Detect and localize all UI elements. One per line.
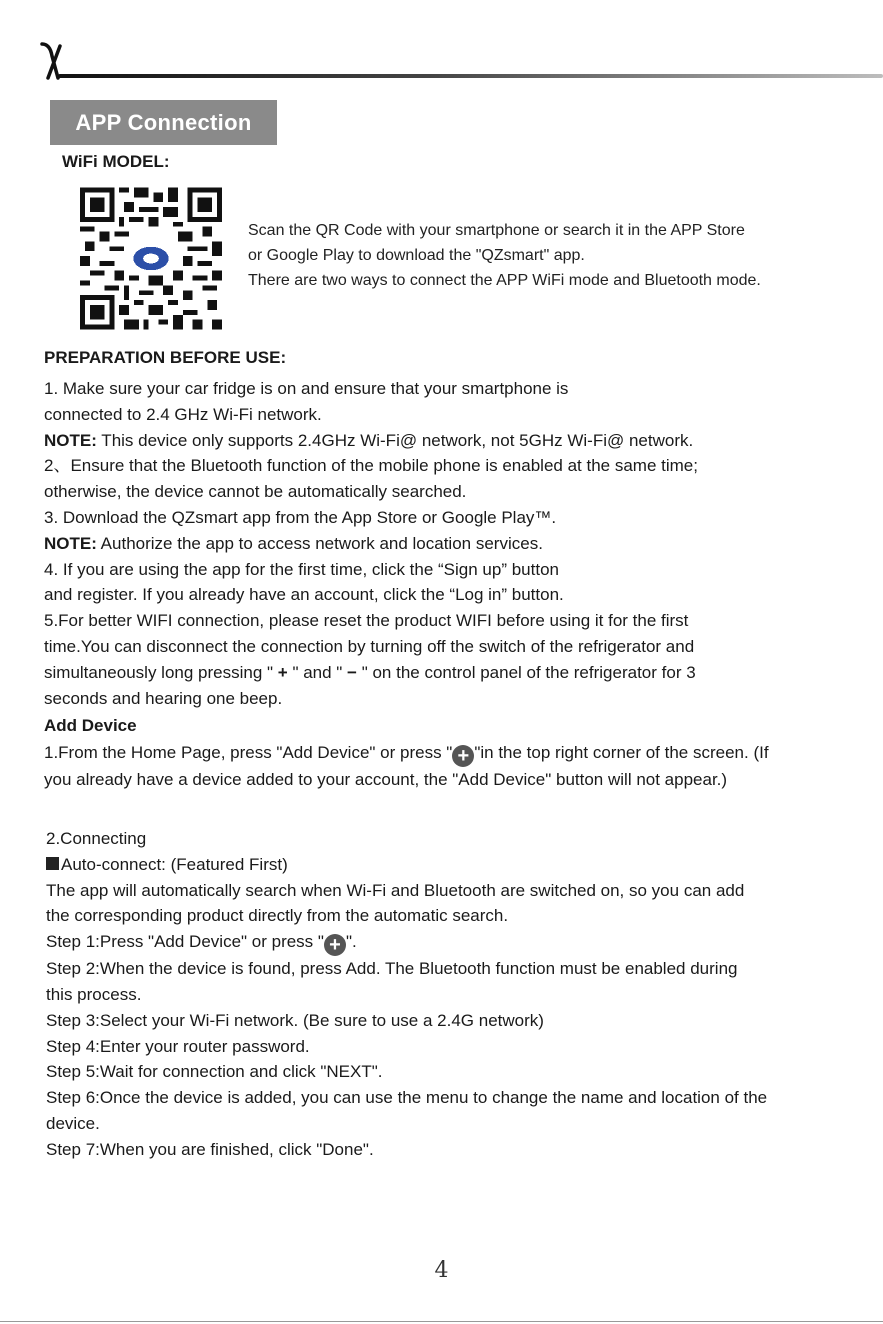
plus-circle-icon: + xyxy=(452,745,474,767)
prep-item: 3. Download the QZsmart app from the App Store or Google Play™. xyxy=(44,507,557,527)
prep-heading: PREPARATION BEFORE USE: xyxy=(44,348,287,367)
prep-item: and register. If you already have an account, click the “Log in” button. xyxy=(44,585,564,605)
prep-item xyxy=(44,660,698,686)
plus-sign: + xyxy=(277,662,288,682)
prep-item: 2、Ensure that the Bluetooth function of the mobile phone is enabled at the same time; xyxy=(44,456,698,476)
prep-item: connected to 2.4 GHz Wi-Fi network. xyxy=(44,404,322,424)
prep-item: seconds and hearing one beep. xyxy=(44,688,283,708)
text-fragment: Auto-connect: (Featured First) xyxy=(61,854,288,874)
note-text: This device only supports 2.4GHz Wi-Fi@ network, not 5GHz Wi-Fi@ network. xyxy=(96,430,694,450)
note-label: NOTE: xyxy=(44,430,97,450)
prep-note xyxy=(44,531,698,557)
minus-sign: − xyxy=(347,662,357,682)
text-fragment: 1.From the Home Page, press "Add Device" or press " xyxy=(44,743,453,762)
text-fragment: simultaneously long pressing " xyxy=(44,662,278,682)
note-text: Authorize the app to access network and location services. xyxy=(96,533,543,553)
add-device-heading: Add Device xyxy=(44,716,137,735)
step-line: Step 6:Once the device is added, you can use the menu to change the name and location of the xyxy=(46,1088,768,1108)
step-line xyxy=(46,929,767,956)
prep-item: otherwise, the device cannot be automatically searched. xyxy=(44,482,467,502)
step-line: Step 5:Wait for connection and click "NEXT". xyxy=(46,1062,383,1082)
text-fragment: ". xyxy=(345,932,357,952)
square-bullet-icon xyxy=(46,857,59,870)
qr-code xyxy=(80,186,222,331)
step-line: Step 3:Select your Wi-Fi network. (Be sure to use a 2.4G network) xyxy=(46,1010,544,1030)
prep-item: time.You can disconnect the connection by turning off the switch of the refrigerator and xyxy=(44,636,695,656)
prep-note xyxy=(44,428,698,454)
text-fragment: "in the top right corner of the screen. (If xyxy=(474,743,769,762)
intro-line: or Google Play to download the "QZsmart" app. xyxy=(248,247,585,264)
connecting-section xyxy=(46,826,767,1163)
footer-divider xyxy=(0,1321,883,1322)
header-divider xyxy=(58,74,883,78)
add-device-section xyxy=(44,740,769,793)
note-label: NOTE: xyxy=(44,533,97,553)
page-number: 4 xyxy=(434,1258,449,1283)
prep-item: 4. If you are using the app for the first time, click the “Sign up” button xyxy=(44,559,559,579)
prep-item: 1. Make sure your car fridge is on and ensure that your smartphone is xyxy=(44,379,569,398)
text-fragment: " on the control panel of the refrigerator for 3 xyxy=(356,662,696,682)
auto-connect-label xyxy=(46,852,767,878)
step-line: Step 2:When the device is found, press Add. The Bluetooth function must be enabled during xyxy=(46,959,738,979)
section-tag: APP Connection xyxy=(50,100,277,145)
step-line: Step 4:Enter your router password. xyxy=(46,1036,310,1056)
connecting-desc: The app will automatically search when Wi-Fi and Bluetooth are switched on, so you can add xyxy=(46,880,745,900)
wifi-model-label: WiFi MODEL: xyxy=(62,152,170,171)
plus-circle-icon: + xyxy=(324,934,346,956)
prep-item: 5.For better WIFI connection, please reset the product WIFI before using it for the first xyxy=(44,611,689,631)
step-line: Step 7:When you are finished, click "Done". xyxy=(46,1139,374,1159)
text-fragment: " and " xyxy=(287,662,348,682)
intro-line: Scan the QR Code with your smartphone or search it in the APP Store xyxy=(248,222,745,239)
text-fragment: Step 1:Press "Add Device" or press " xyxy=(46,932,324,952)
add-device-line: you already have a device added to your account, the "Add Device" button will not appear.) xyxy=(44,770,728,789)
connecting-desc: the corresponding product directly from the automatic search. xyxy=(46,906,509,926)
connecting-title: 2.Connecting xyxy=(46,829,147,848)
step-line: this process. xyxy=(46,984,142,1004)
add-device-line xyxy=(44,740,769,767)
intro-text xyxy=(248,218,761,293)
step-line: device. xyxy=(46,1113,100,1133)
intro-line: There are two ways to connect the APP WiFi mode and Bluetooth mode. xyxy=(248,272,761,289)
prep-section xyxy=(44,376,698,711)
